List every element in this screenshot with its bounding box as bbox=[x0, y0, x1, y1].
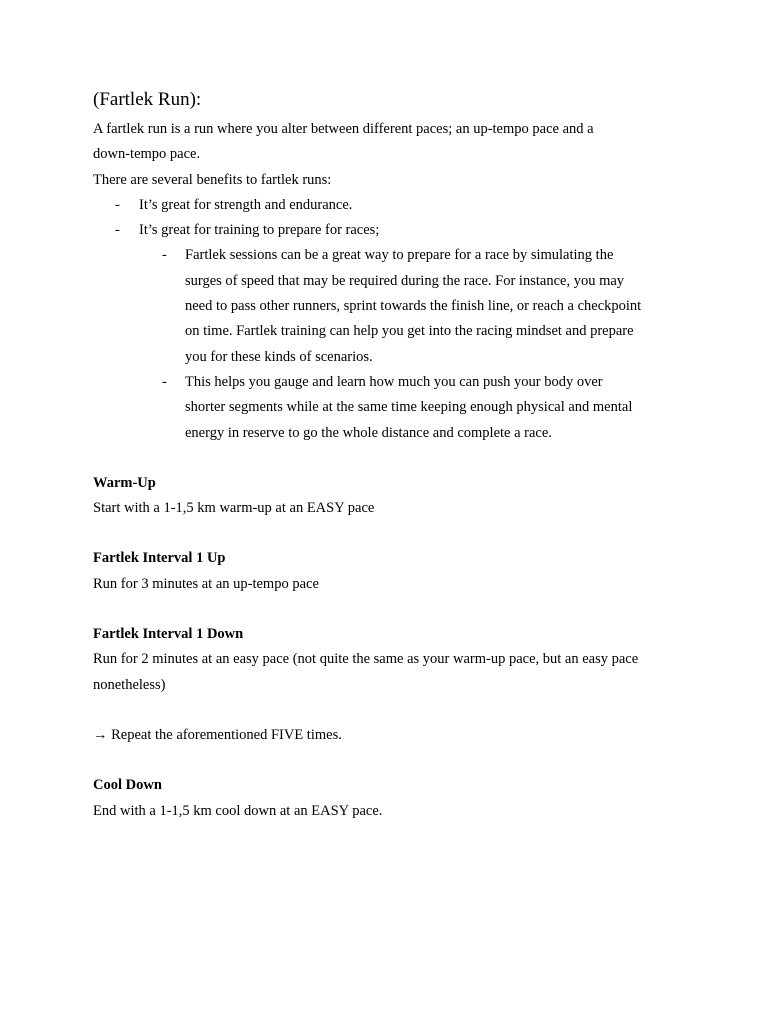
interval-down-text-line-1: Run for 2 minutes at an easy pace (not quite the same as your warm-up pace, but an easy pace bbox=[93, 651, 639, 668]
interval-down-text-line-2: nonetheless) bbox=[93, 676, 166, 693]
bullet-dash: - bbox=[115, 196, 120, 213]
sub-benefit-item-simulation bbox=[93, 243, 685, 369]
warmup-heading: Warm-Up bbox=[93, 474, 156, 491]
sub-benefit-line: Fartlek sessions can be a great way to prepare for a race by simulating the bbox=[185, 247, 614, 264]
sub-benefit-line: surges of speed that may be required during the race. For instance, you may bbox=[185, 272, 625, 289]
cooldown-heading: Cool Down bbox=[93, 777, 162, 794]
page-title: (Fartlek Run): bbox=[93, 89, 202, 110]
intro-text-line-2: down-tempo pace. bbox=[93, 146, 201, 163]
interval-up-text: Run for 3 minutes at an up-tempo pace bbox=[93, 575, 319, 592]
spacer bbox=[93, 597, 693, 622]
interval-down-heading: Fartlek Interval 1 Down bbox=[93, 626, 244, 643]
intro-text-line-1: A fartlek run is a run where you alter between different paces; an up-tempo pace and a bbox=[93, 121, 594, 137]
spacer bbox=[93, 698, 693, 723]
sub-benefit-line: This helps you gauge and learn how much you can push your body over bbox=[185, 373, 603, 390]
spacer bbox=[93, 521, 693, 546]
sub-benefit-line: need to pass other runners, sprint towards the finish line, or reach a checkpoint bbox=[185, 298, 642, 315]
benefit-item-races bbox=[93, 218, 693, 243]
interval-up-heading: Fartlek Interval 1 Up bbox=[93, 550, 226, 567]
benefit-item-strength bbox=[93, 193, 693, 218]
benefit-text: It’s great for training to prepare for races; bbox=[139, 222, 380, 239]
bullet-dash: - bbox=[162, 247, 167, 264]
sub-benefit-line: energy in reserve to go the whole distance and complete a race. bbox=[185, 424, 552, 441]
sub-benefit-line: you for these kinds of scenarios. bbox=[185, 348, 373, 365]
sub-benefit-line: shorter segments while at the same time keeping enough physical and mental bbox=[185, 399, 633, 416]
bullet-dash: - bbox=[162, 373, 167, 390]
document-page bbox=[93, 86, 693, 824]
benefits-intro: There are several benefits to fartlek runs: bbox=[93, 171, 332, 188]
bullet-dash: - bbox=[115, 222, 120, 239]
spacer bbox=[93, 446, 693, 471]
cooldown-text: End with a 1-1,5 km cool down at an EASY pace. bbox=[93, 802, 383, 819]
repeat-instruction: → Repeat the aforementioned FIVE times. bbox=[93, 726, 342, 743]
sub-benefit-line: on time. Fartlek training can help you get into the racing mindset and prepare bbox=[185, 323, 634, 340]
spacer bbox=[93, 748, 693, 773]
sub-benefit-item-gauge bbox=[93, 370, 685, 446]
benefit-text: It’s great for strength and endurance. bbox=[139, 196, 353, 213]
warmup-text: Start with a 1-1,5 km warm-up at an EASY pace bbox=[93, 500, 375, 517]
